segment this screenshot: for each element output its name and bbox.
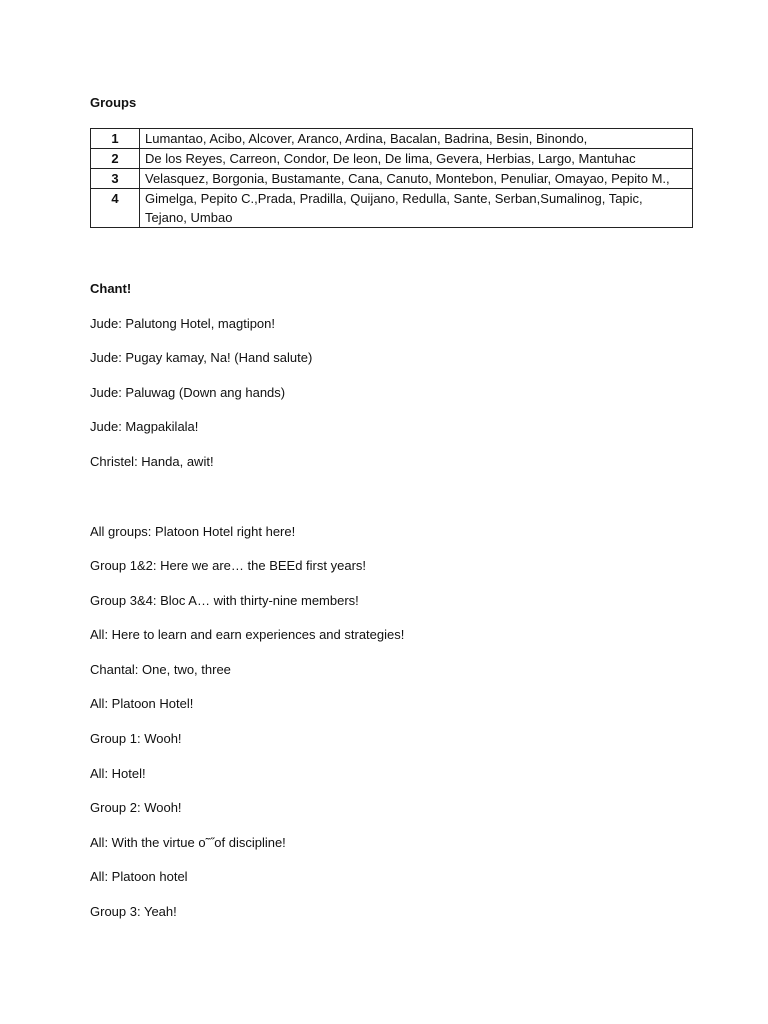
chant-line: Chantal: One, two, three bbox=[90, 662, 231, 677]
chant-line: Group 3&4: Bloc A… with thirty-nine members! bbox=[90, 593, 359, 608]
groups-table bbox=[90, 128, 693, 228]
chant-line: All: Hotel! bbox=[90, 766, 146, 781]
group-number: 3 bbox=[91, 169, 140, 189]
groups-heading: Groups bbox=[90, 95, 137, 110]
group-members: Lumantao, Acibo, Alcover, Aranco, Ardina, Bacalan, Badrina, Besin, Binondo, bbox=[140, 129, 693, 149]
table-row bbox=[91, 169, 693, 189]
group-members: Velasquez, Borgonia, Bustamante, Cana, Canuto, Montebon, Penuliar, Omayao, Pepito M., bbox=[140, 169, 693, 189]
chant-line: All: Platoon Hotel! bbox=[90, 696, 194, 711]
chant-line: Christel: Handa, awit! bbox=[90, 454, 214, 469]
group-members: Gimelga, Pepito C.,Prada, Pradilla, Quijano, Redulla, Sante, Serban,Sumalinog, Tapic, Tejano, Umbao bbox=[140, 189, 693, 228]
chant-line: All groups: Platoon Hotel right here! bbox=[90, 524, 296, 539]
chant-line: All: With the virtue o˜˝of discipline! bbox=[90, 835, 286, 850]
chant-line: Group 3: Yeah! bbox=[90, 904, 177, 919]
table-row bbox=[91, 129, 693, 149]
chant-line: Group 1: Wooh! bbox=[90, 731, 182, 746]
chant-line: Jude: Pugay kamay, Na! (Hand salute) bbox=[90, 350, 313, 365]
chant-line: Jude: Palutong Hotel, magtipon! bbox=[90, 316, 276, 331]
chant-line: Jude: Paluwag (Down ang hands) bbox=[90, 385, 286, 400]
group-number: 4 bbox=[91, 189, 140, 228]
chant-heading: Chant! bbox=[90, 281, 132, 296]
table-row bbox=[91, 149, 693, 169]
group-number: 1 bbox=[91, 129, 140, 149]
group-number: 2 bbox=[91, 149, 140, 169]
chant-line: All: Platoon hotel bbox=[90, 869, 188, 884]
chant-line: All: Here to learn and earn experiences and strategies! bbox=[90, 627, 405, 642]
chant-line: Jude: Magpakilala! bbox=[90, 419, 199, 434]
group-members: De los Reyes, Carreon, Condor, De leon, De lima, Gevera, Herbias, Largo, Mantuhac bbox=[140, 149, 693, 169]
chant-line: Group 2: Wooh! bbox=[90, 800, 182, 815]
table-row bbox=[91, 189, 693, 228]
chant-line: Group 1&2: Here we are… the BEEd first years! bbox=[90, 558, 367, 573]
